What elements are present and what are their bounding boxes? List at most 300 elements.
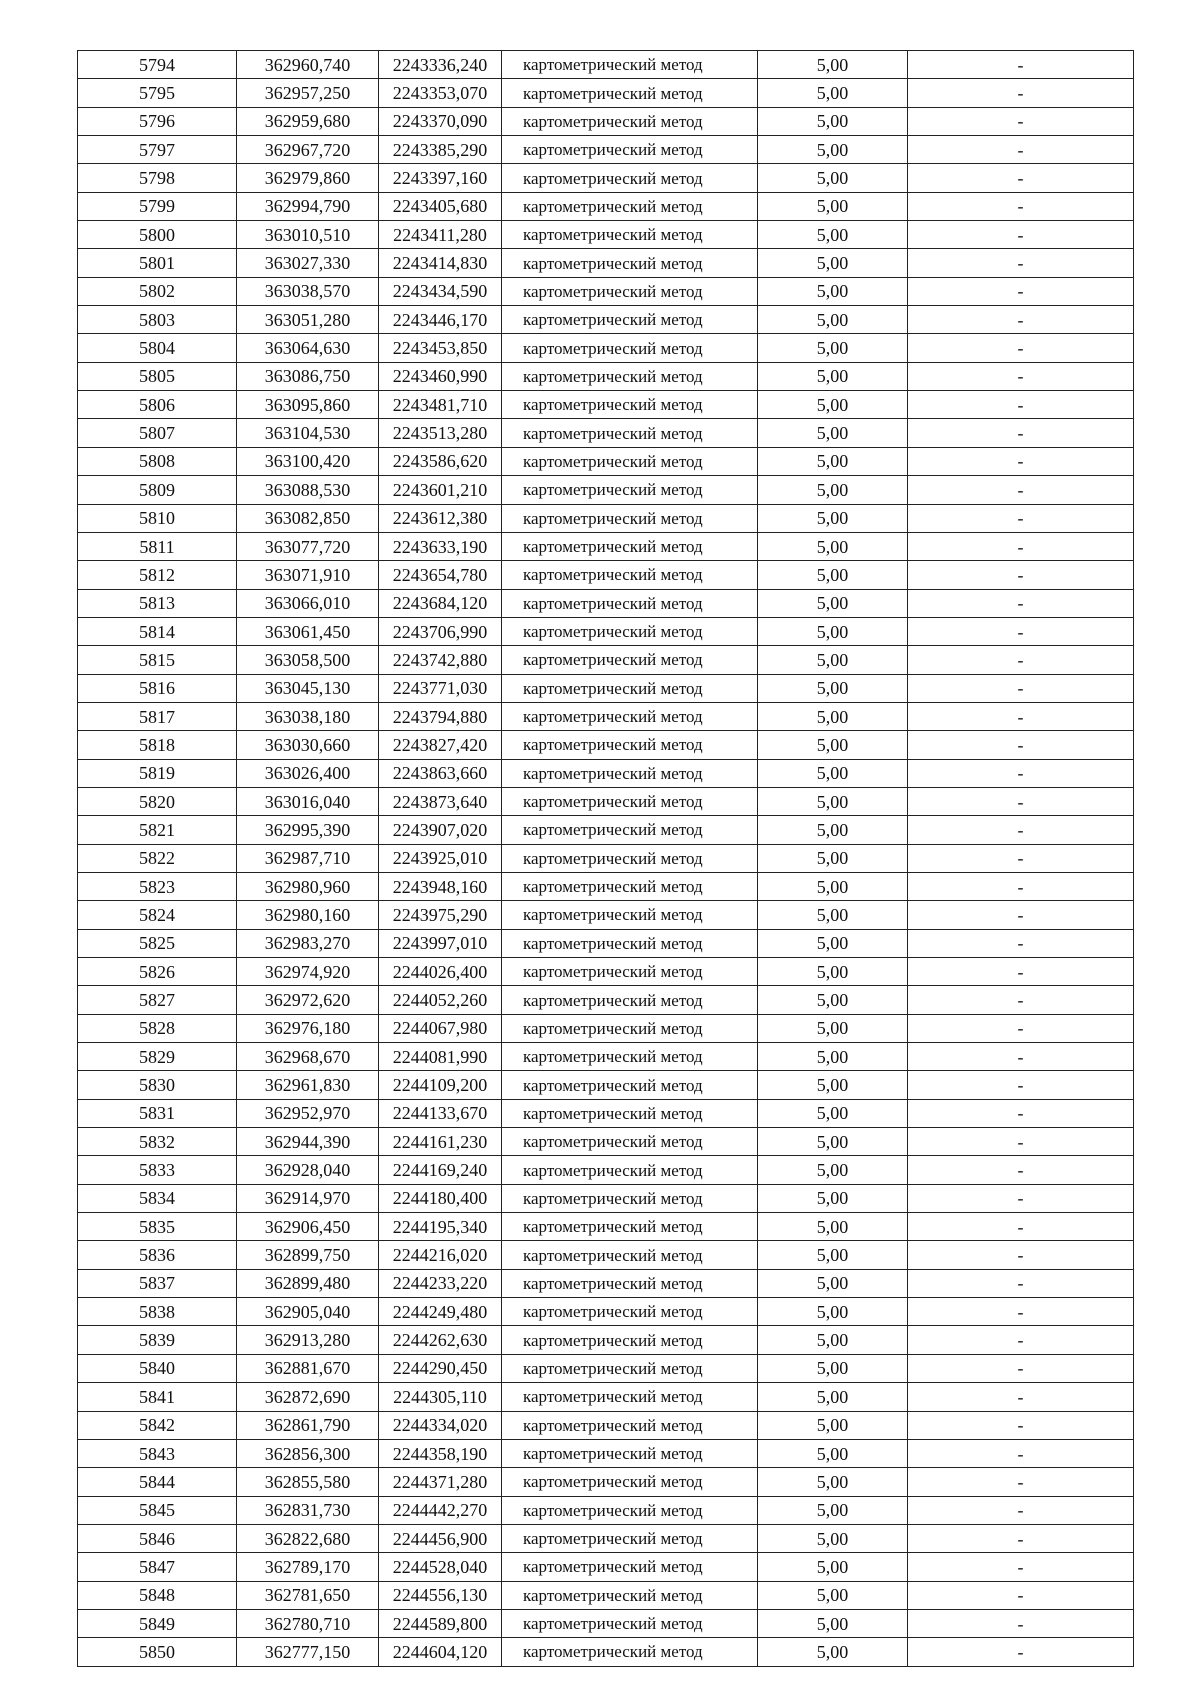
method-cell: картометрический метод (502, 901, 758, 929)
x-coordinate-cell: 363061,450 (237, 617, 379, 645)
point-number-cell: 5795 (78, 79, 237, 107)
note-cell: - (908, 1609, 1134, 1637)
error-cell: 5,00 (758, 476, 908, 504)
y-coordinate-cell: 2244081,990 (379, 1043, 502, 1071)
y-coordinate-cell: 2244305,110 (379, 1383, 502, 1411)
table-row (78, 1184, 1134, 1212)
y-coordinate-cell: 2243453,850 (379, 334, 502, 362)
point-number-cell: 5812 (78, 561, 237, 589)
error-cell: 5,00 (758, 164, 908, 192)
note-cell: - (908, 277, 1134, 305)
error-cell: 5,00 (758, 646, 908, 674)
point-number-cell: 5814 (78, 617, 237, 645)
table-row (78, 334, 1134, 362)
error-cell: 5,00 (758, 617, 908, 645)
y-coordinate-cell: 2244180,400 (379, 1184, 502, 1212)
error-cell: 5,00 (758, 901, 908, 929)
table-row (78, 1524, 1134, 1552)
table-row (78, 986, 1134, 1014)
point-number-cell: 5816 (78, 674, 237, 702)
note-cell: - (908, 1553, 1134, 1581)
note-cell: - (908, 646, 1134, 674)
error-cell: 5,00 (758, 1298, 908, 1326)
x-coordinate-cell: 362980,960 (237, 872, 379, 900)
note-cell: - (908, 306, 1134, 334)
table-row (78, 1241, 1134, 1269)
point-number-cell: 5838 (78, 1298, 237, 1326)
x-coordinate-cell: 362974,920 (237, 958, 379, 986)
table-row (78, 872, 1134, 900)
point-number-cell: 5819 (78, 759, 237, 787)
method-cell: картометрический метод (502, 1553, 758, 1581)
note-cell: - (908, 532, 1134, 560)
point-number-cell: 5846 (78, 1524, 237, 1552)
note-cell: - (908, 136, 1134, 164)
method-cell: картометрический метод (502, 929, 758, 957)
x-coordinate-cell: 362777,150 (237, 1638, 379, 1666)
table-row (78, 958, 1134, 986)
point-number-cell: 5794 (78, 51, 237, 79)
method-cell: картометрический метод (502, 1581, 758, 1609)
error-cell: 5,00 (758, 447, 908, 475)
table-row (78, 1156, 1134, 1184)
x-coordinate-cell: 362972,620 (237, 986, 379, 1014)
point-number-cell: 5818 (78, 731, 237, 759)
table-row (78, 221, 1134, 249)
y-coordinate-cell: 2243654,780 (379, 561, 502, 589)
note-cell: - (908, 958, 1134, 986)
note-cell: - (908, 51, 1134, 79)
y-coordinate-cell: 2244334,020 (379, 1411, 502, 1439)
note-cell: - (908, 901, 1134, 929)
note-cell: - (908, 1383, 1134, 1411)
point-number-cell: 5837 (78, 1269, 237, 1297)
method-cell: картометрический метод (502, 1241, 758, 1269)
table-row (78, 787, 1134, 815)
method-cell: картометрический метод (502, 1326, 758, 1354)
method-cell: картометрический метод (502, 1156, 758, 1184)
error-cell: 5,00 (758, 504, 908, 532)
point-number-cell: 5833 (78, 1156, 237, 1184)
error-cell: 5,00 (758, 844, 908, 872)
point-number-cell: 5802 (78, 277, 237, 305)
point-number-cell: 5810 (78, 504, 237, 532)
method-cell: картометрический метод (502, 787, 758, 815)
y-coordinate-cell: 2244604,120 (379, 1638, 502, 1666)
table-row (78, 1354, 1134, 1382)
x-coordinate-cell: 362959,680 (237, 107, 379, 135)
table-row (78, 79, 1134, 107)
y-coordinate-cell: 2243414,830 (379, 249, 502, 277)
x-coordinate-cell: 362899,750 (237, 1241, 379, 1269)
table-row (78, 51, 1134, 79)
table-row (78, 1581, 1134, 1609)
note-cell: - (908, 419, 1134, 447)
x-coordinate-cell: 363010,510 (237, 221, 379, 249)
y-coordinate-cell: 2244589,800 (379, 1609, 502, 1637)
y-coordinate-cell: 2244067,980 (379, 1014, 502, 1042)
table-row (78, 504, 1134, 532)
point-number-cell: 5805 (78, 362, 237, 390)
method-cell: картометрический метод (502, 221, 758, 249)
method-cell: картометрический метод (502, 731, 758, 759)
y-coordinate-cell: 2243586,620 (379, 447, 502, 475)
x-coordinate-cell: 362968,670 (237, 1043, 379, 1071)
note-cell: - (908, 759, 1134, 787)
y-coordinate-cell: 2243907,020 (379, 816, 502, 844)
note-cell: - (908, 1439, 1134, 1467)
y-coordinate-cell: 2244290,450 (379, 1354, 502, 1382)
x-coordinate-cell: 362979,860 (237, 164, 379, 192)
table-row (78, 561, 1134, 589)
table-row (78, 107, 1134, 135)
y-coordinate-cell: 2244528,040 (379, 1553, 502, 1581)
point-number-cell: 5820 (78, 787, 237, 815)
point-number-cell: 5823 (78, 872, 237, 900)
y-coordinate-cell: 2243612,380 (379, 504, 502, 532)
y-coordinate-cell: 2243336,240 (379, 51, 502, 79)
table-row (78, 1128, 1134, 1156)
x-coordinate-cell: 363100,420 (237, 447, 379, 475)
note-cell: - (908, 1213, 1134, 1241)
point-number-cell: 5799 (78, 192, 237, 220)
error-cell: 5,00 (758, 136, 908, 164)
y-coordinate-cell: 2243794,880 (379, 702, 502, 730)
error-cell: 5,00 (758, 107, 908, 135)
error-cell: 5,00 (758, 1184, 908, 1212)
point-number-cell: 5817 (78, 702, 237, 730)
point-number-cell: 5822 (78, 844, 237, 872)
error-cell: 5,00 (758, 787, 908, 815)
point-number-cell: 5847 (78, 1553, 237, 1581)
x-coordinate-cell: 362780,710 (237, 1609, 379, 1637)
point-number-cell: 5841 (78, 1383, 237, 1411)
x-coordinate-cell: 362913,280 (237, 1326, 379, 1354)
method-cell: картометрический метод (502, 1014, 758, 1042)
point-number-cell: 5808 (78, 447, 237, 475)
error-cell: 5,00 (758, 1638, 908, 1666)
y-coordinate-cell: 2243370,090 (379, 107, 502, 135)
y-coordinate-cell: 2243481,710 (379, 391, 502, 419)
note-cell: - (908, 476, 1134, 504)
table-row (78, 1298, 1134, 1326)
point-number-cell: 5803 (78, 306, 237, 334)
point-number-cell: 5834 (78, 1184, 237, 1212)
table-row (78, 306, 1134, 334)
y-coordinate-cell: 2243997,010 (379, 929, 502, 957)
point-number-cell: 5828 (78, 1014, 237, 1042)
x-coordinate-cell: 363088,530 (237, 476, 379, 504)
y-coordinate-cell: 2243601,210 (379, 476, 502, 504)
note-cell: - (908, 334, 1134, 362)
method-cell: картометрический метод (502, 589, 758, 617)
table-row (78, 1213, 1134, 1241)
table-row (78, 1099, 1134, 1127)
y-coordinate-cell: 2243975,290 (379, 901, 502, 929)
table-row (78, 929, 1134, 957)
table-row (78, 1496, 1134, 1524)
note-cell: - (908, 561, 1134, 589)
table-body (78, 51, 1134, 1667)
method-cell: картометрический метод (502, 617, 758, 645)
x-coordinate-cell: 362952,970 (237, 1099, 379, 1127)
method-cell: картометрический метод (502, 1383, 758, 1411)
method-cell: картометрический метод (502, 504, 758, 532)
error-cell: 5,00 (758, 1213, 908, 1241)
y-coordinate-cell: 2244358,190 (379, 1439, 502, 1467)
x-coordinate-cell: 363058,500 (237, 646, 379, 674)
method-cell: картометрический метод (502, 561, 758, 589)
error-cell: 5,00 (758, 79, 908, 107)
table-row (78, 589, 1134, 617)
method-cell: картометрический метод (502, 79, 758, 107)
x-coordinate-cell: 363051,280 (237, 306, 379, 334)
note-cell: - (908, 79, 1134, 107)
note-cell: - (908, 1269, 1134, 1297)
method-cell: картометрический метод (502, 1213, 758, 1241)
point-number-cell: 5801 (78, 249, 237, 277)
y-coordinate-cell: 2243434,590 (379, 277, 502, 305)
table-row (78, 1468, 1134, 1496)
table-row (78, 532, 1134, 560)
point-number-cell: 5850 (78, 1638, 237, 1666)
x-coordinate-cell: 363027,330 (237, 249, 379, 277)
y-coordinate-cell: 2243353,070 (379, 79, 502, 107)
error-cell: 5,00 (758, 589, 908, 617)
x-coordinate-cell: 362789,170 (237, 1553, 379, 1581)
method-cell: картометрический метод (502, 986, 758, 1014)
y-coordinate-cell: 2244216,020 (379, 1241, 502, 1269)
y-coordinate-cell: 2243925,010 (379, 844, 502, 872)
error-cell: 5,00 (758, 1468, 908, 1496)
note-cell: - (908, 702, 1134, 730)
x-coordinate-cell: 362987,710 (237, 844, 379, 872)
y-coordinate-cell: 2243827,420 (379, 731, 502, 759)
note-cell: - (908, 1156, 1134, 1184)
table-row (78, 391, 1134, 419)
x-coordinate-cell: 363016,040 (237, 787, 379, 815)
table-row (78, 1326, 1134, 1354)
table-row (78, 646, 1134, 674)
error-cell: 5,00 (758, 221, 908, 249)
y-coordinate-cell: 2244262,630 (379, 1326, 502, 1354)
method-cell: картометрический метод (502, 1099, 758, 1127)
y-coordinate-cell: 2244169,240 (379, 1156, 502, 1184)
error-cell: 5,00 (758, 1043, 908, 1071)
x-coordinate-cell: 362914,970 (237, 1184, 379, 1212)
y-coordinate-cell: 2243446,170 (379, 306, 502, 334)
point-number-cell: 5829 (78, 1043, 237, 1071)
table-row (78, 1638, 1134, 1666)
error-cell: 5,00 (758, 731, 908, 759)
note-cell: - (908, 1071, 1134, 1099)
y-coordinate-cell: 2244442,270 (379, 1496, 502, 1524)
table-row (78, 759, 1134, 787)
method-cell: картометрический метод (502, 532, 758, 560)
error-cell: 5,00 (758, 334, 908, 362)
table-row (78, 1269, 1134, 1297)
note-cell: - (908, 1184, 1134, 1212)
y-coordinate-cell: 2244556,130 (379, 1581, 502, 1609)
point-number-cell: 5811 (78, 532, 237, 560)
method-cell: картометрический метод (502, 419, 758, 447)
point-number-cell: 5800 (78, 221, 237, 249)
method-cell: картометрический метод (502, 1609, 758, 1637)
note-cell: - (908, 249, 1134, 277)
method-cell: картометрический метод (502, 1354, 758, 1382)
x-coordinate-cell: 362881,670 (237, 1354, 379, 1382)
y-coordinate-cell: 2244133,670 (379, 1099, 502, 1127)
x-coordinate-cell: 362906,450 (237, 1213, 379, 1241)
x-coordinate-cell: 363071,910 (237, 561, 379, 589)
method-cell: картометрический метод (502, 1524, 758, 1552)
table-row (78, 617, 1134, 645)
point-number-cell: 5797 (78, 136, 237, 164)
error-cell: 5,00 (758, 1553, 908, 1581)
note-cell: - (908, 1496, 1134, 1524)
x-coordinate-cell: 362781,650 (237, 1581, 379, 1609)
method-cell: картометрический метод (502, 136, 758, 164)
point-number-cell: 5836 (78, 1241, 237, 1269)
table-row (78, 1043, 1134, 1071)
error-cell: 5,00 (758, 532, 908, 560)
x-coordinate-cell: 363082,850 (237, 504, 379, 532)
table-row (78, 419, 1134, 447)
point-number-cell: 5840 (78, 1354, 237, 1382)
table-row (78, 1411, 1134, 1439)
note-cell: - (908, 872, 1134, 900)
note-cell: - (908, 1468, 1134, 1496)
x-coordinate-cell: 362944,390 (237, 1128, 379, 1156)
note-cell: - (908, 816, 1134, 844)
y-coordinate-cell: 2243385,290 (379, 136, 502, 164)
method-cell: картометрический метод (502, 362, 758, 390)
note-cell: - (908, 986, 1134, 1014)
point-number-cell: 5809 (78, 476, 237, 504)
x-coordinate-cell: 363086,750 (237, 362, 379, 390)
point-number-cell: 5839 (78, 1326, 237, 1354)
method-cell: картометрический метод (502, 1128, 758, 1156)
table-row (78, 1014, 1134, 1042)
table-row (78, 901, 1134, 929)
note-cell: - (908, 1014, 1134, 1042)
method-cell: картометрический метод (502, 844, 758, 872)
error-cell: 5,00 (758, 51, 908, 79)
x-coordinate-cell: 363045,130 (237, 674, 379, 702)
error-cell: 5,00 (758, 1354, 908, 1382)
table-row (78, 136, 1134, 164)
x-coordinate-cell: 362861,790 (237, 1411, 379, 1439)
point-number-cell: 5832 (78, 1128, 237, 1156)
y-coordinate-cell: 2243684,120 (379, 589, 502, 617)
table-row (78, 362, 1134, 390)
table-row (78, 1609, 1134, 1637)
method-cell: картометрический метод (502, 759, 758, 787)
error-cell: 5,00 (758, 1581, 908, 1609)
x-coordinate-cell: 362831,730 (237, 1496, 379, 1524)
point-number-cell: 5806 (78, 391, 237, 419)
error-cell: 5,00 (758, 277, 908, 305)
method-cell: картометрический метод (502, 277, 758, 305)
x-coordinate-cell: 363064,630 (237, 334, 379, 362)
point-number-cell: 5821 (78, 816, 237, 844)
method-cell: картометрический метод (502, 646, 758, 674)
point-number-cell: 5844 (78, 1468, 237, 1496)
method-cell: картометрический метод (502, 391, 758, 419)
point-number-cell: 5796 (78, 107, 237, 135)
error-cell: 5,00 (758, 249, 908, 277)
x-coordinate-cell: 363038,180 (237, 702, 379, 730)
point-number-cell: 5831 (78, 1099, 237, 1127)
method-cell: картометрический метод (502, 702, 758, 730)
method-cell: картометрический метод (502, 1184, 758, 1212)
note-cell: - (908, 362, 1134, 390)
error-cell: 5,00 (758, 1496, 908, 1524)
note-cell: - (908, 192, 1134, 220)
note-cell: - (908, 589, 1134, 617)
y-coordinate-cell: 2243742,880 (379, 646, 502, 674)
error-cell: 5,00 (758, 1156, 908, 1184)
x-coordinate-cell: 362822,680 (237, 1524, 379, 1552)
y-coordinate-cell: 2244026,400 (379, 958, 502, 986)
note-cell: - (908, 1326, 1134, 1354)
y-coordinate-cell: 2243411,280 (379, 221, 502, 249)
point-number-cell: 5843 (78, 1439, 237, 1467)
point-number-cell: 5807 (78, 419, 237, 447)
table-row (78, 476, 1134, 504)
point-number-cell: 5826 (78, 958, 237, 986)
x-coordinate-cell: 363095,860 (237, 391, 379, 419)
y-coordinate-cell: 2243397,160 (379, 164, 502, 192)
x-coordinate-cell: 362855,580 (237, 1468, 379, 1496)
method-cell: картометрический метод (502, 192, 758, 220)
point-number-cell: 5849 (78, 1609, 237, 1637)
error-cell: 5,00 (758, 1609, 908, 1637)
table-row (78, 1553, 1134, 1581)
note-cell: - (908, 1043, 1134, 1071)
note-cell: - (908, 1099, 1134, 1127)
table-row (78, 816, 1134, 844)
note-cell: - (908, 674, 1134, 702)
method-cell: картометрический метод (502, 107, 758, 135)
error-cell: 5,00 (758, 816, 908, 844)
error-cell: 5,00 (758, 1099, 908, 1127)
y-coordinate-cell: 2243873,640 (379, 787, 502, 815)
method-cell: картометрический метод (502, 1496, 758, 1524)
note-cell: - (908, 1581, 1134, 1609)
method-cell: картометрический метод (502, 249, 758, 277)
error-cell: 5,00 (758, 1326, 908, 1354)
table-row (78, 731, 1134, 759)
x-coordinate-cell: 362995,390 (237, 816, 379, 844)
method-cell: картометрический метод (502, 334, 758, 362)
x-coordinate-cell: 363030,660 (237, 731, 379, 759)
y-coordinate-cell: 2244052,260 (379, 986, 502, 1014)
error-cell: 5,00 (758, 1411, 908, 1439)
error-cell: 5,00 (758, 1269, 908, 1297)
method-cell: картометрический метод (502, 1269, 758, 1297)
point-number-cell: 5815 (78, 646, 237, 674)
error-cell: 5,00 (758, 192, 908, 220)
method-cell: картометрический метод (502, 51, 758, 79)
y-coordinate-cell: 2243863,660 (379, 759, 502, 787)
x-coordinate-cell: 362856,300 (237, 1439, 379, 1467)
point-number-cell: 5813 (78, 589, 237, 617)
method-cell: картометрический метод (502, 447, 758, 475)
error-cell: 5,00 (758, 1383, 908, 1411)
method-cell: картометрический метод (502, 1298, 758, 1326)
method-cell: картометрический метод (502, 1638, 758, 1666)
